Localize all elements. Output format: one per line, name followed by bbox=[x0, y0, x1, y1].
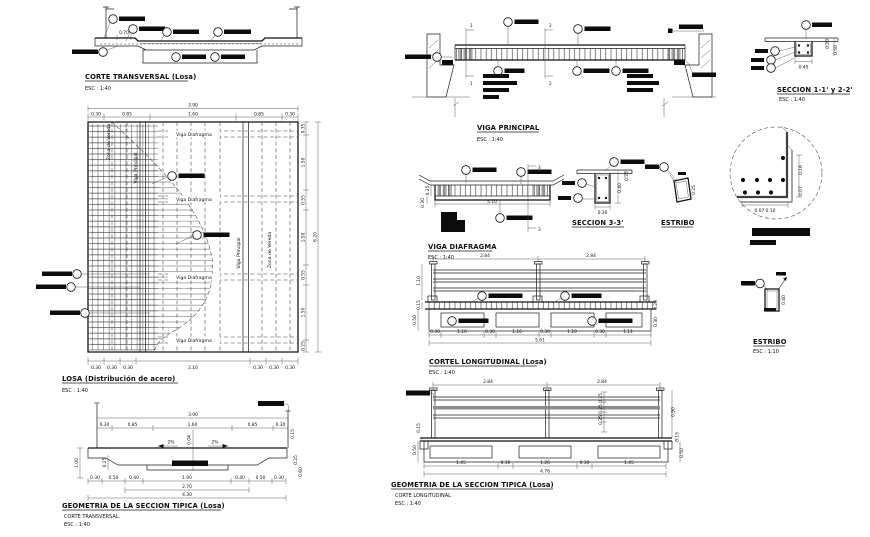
view-viga-diafragma bbox=[419, 164, 564, 261]
annotation-bar bbox=[505, 69, 525, 74]
view-scale: ESC : 1:40 bbox=[779, 97, 805, 103]
diafragma-label: Viga Diafragma bbox=[176, 339, 212, 344]
leader-line bbox=[107, 46, 118, 50]
viga-principal-label: Viga Principal bbox=[237, 237, 242, 269]
ground-line bbox=[412, 97, 716, 117]
dim-label: 1.50 bbox=[301, 232, 307, 243]
callout-bubble bbox=[448, 317, 457, 326]
deck-lines bbox=[420, 438, 672, 441]
dim-label: 2.84 bbox=[586, 254, 596, 259]
post-base bbox=[640, 296, 649, 302]
dim-label: 1.45 bbox=[624, 461, 634, 466]
zona-vereda-label: Zona de Vereda bbox=[268, 231, 273, 269]
dim-label: 0.50 bbox=[834, 45, 839, 55]
dim-label: 1.00 bbox=[75, 458, 80, 468]
annotation-bar bbox=[507, 216, 533, 221]
callout-bubble bbox=[561, 292, 570, 301]
dim-label: 2.84 bbox=[597, 380, 607, 385]
slope-label: 2% bbox=[167, 440, 175, 446]
note-bar bbox=[483, 95, 499, 99]
post-cap bbox=[535, 262, 543, 265]
view-corte-transversal bbox=[72, 7, 302, 92]
stirrup-dense-right bbox=[667, 49, 684, 61]
annotation-bar bbox=[182, 55, 206, 60]
dim-label: 0.30 bbox=[597, 211, 608, 216]
dim-label: 0.35 bbox=[301, 123, 307, 134]
dim-label: 0.30 bbox=[595, 330, 605, 335]
callout-bubble bbox=[193, 231, 202, 240]
view-scale: ESC : 1:10 bbox=[753, 349, 779, 355]
view-scale: ESC : 1:40 bbox=[428, 255, 454, 261]
dim-label: 0.25 bbox=[294, 455, 299, 465]
post-base bbox=[533, 296, 542, 302]
dim-label: 0.85 bbox=[122, 112, 132, 118]
rebar-dot bbox=[807, 44, 809, 46]
diafragma-label: Viga Diafragma bbox=[176, 198, 212, 203]
callout-bubble bbox=[756, 279, 765, 288]
note-bar bbox=[627, 74, 653, 78]
annotation-bar bbox=[812, 23, 832, 28]
view-subtitle: CORTE LONGITUDINAL bbox=[395, 493, 451, 499]
dim-label: 0.40 bbox=[618, 183, 623, 193]
void bbox=[598, 446, 660, 458]
annotation-bar bbox=[679, 25, 703, 30]
web-outline bbox=[595, 174, 610, 204]
view-title: SECCION 3-3' bbox=[572, 219, 624, 227]
section-marker-label: 1 bbox=[470, 23, 473, 28]
section-marker-label: 3 bbox=[538, 165, 541, 170]
bearing-pad bbox=[674, 60, 685, 65]
annotation-bar bbox=[741, 281, 755, 286]
dim-label: 0.30 bbox=[430, 330, 440, 335]
view-scale: ESC : 1:40 bbox=[429, 370, 455, 376]
view-title: ESTRIBO bbox=[661, 219, 695, 227]
annotation-bar bbox=[515, 20, 539, 25]
corner-bar-outer bbox=[737, 132, 787, 197]
lower-band bbox=[424, 441, 668, 462]
view-title: VIGA DIAFRAGMA bbox=[428, 243, 497, 251]
view-title: GEOMETRIA DE LA SECCION TIPICA (Losa) bbox=[62, 502, 225, 510]
annotation-bar bbox=[584, 69, 610, 74]
section-marker-label: 3 bbox=[538, 227, 541, 232]
dim-label: 0.70 bbox=[119, 31, 129, 36]
post-cap bbox=[430, 262, 438, 265]
deck-profile bbox=[88, 448, 287, 470]
dim-label: 0.40 bbox=[798, 65, 809, 71]
rebar-dot bbox=[756, 190, 760, 194]
void bbox=[496, 313, 539, 327]
rail-band bbox=[433, 406, 660, 410]
post-base bbox=[428, 296, 437, 302]
tiny-mark bbox=[776, 272, 786, 276]
view-title: LOSA (Distribución de acero) bbox=[62, 375, 176, 383]
dim-label: 1.10 bbox=[512, 330, 522, 335]
dim-label: 0.40 bbox=[782, 295, 787, 305]
stirrup-zone bbox=[437, 185, 548, 196]
annotation-bar bbox=[473, 168, 497, 173]
dim-label: 0.30 bbox=[91, 112, 101, 118]
dim-label: 2.10 bbox=[188, 366, 198, 371]
stirrup-dense-right bbox=[533, 185, 548, 196]
annotation-bar bbox=[72, 50, 98, 55]
rebar-dot bbox=[598, 197, 600, 199]
callout-bubble bbox=[163, 28, 172, 37]
dim-label: 0.55 bbox=[301, 195, 307, 205]
annotation-bar bbox=[599, 319, 633, 324]
mesh-zone bbox=[90, 124, 158, 350]
deck-soffit bbox=[95, 38, 302, 63]
annotation-bar bbox=[119, 17, 145, 22]
dim-chain-bottom bbox=[88, 358, 298, 365]
note-bar bbox=[627, 88, 653, 92]
dim-label: 0.50 bbox=[255, 476, 266, 481]
dim-label: 0.50 bbox=[680, 448, 685, 458]
dim-line-bottom bbox=[595, 205, 610, 210]
callout-bubble bbox=[109, 15, 118, 24]
slab-ticks bbox=[427, 303, 655, 309]
solid-black-shape bbox=[441, 212, 465, 232]
view-title: CORTEL LONGITUDINAL (Losa) bbox=[429, 358, 547, 366]
dim-label: 1.10 bbox=[417, 276, 422, 286]
dim-label: 0.15 bbox=[675, 432, 681, 442]
callout-bubble bbox=[67, 283, 76, 292]
callout-bubble bbox=[578, 179, 587, 188]
dim-label: 0.50 bbox=[413, 445, 418, 455]
view-title: ESTRIBO bbox=[753, 338, 787, 346]
abutment-left bbox=[427, 34, 454, 97]
dim-label: 0.25 bbox=[426, 185, 431, 196]
dim-label: 0.20 bbox=[654, 300, 659, 310]
view-scale: ESC : 1:40 bbox=[395, 501, 421, 507]
callout-bubble bbox=[478, 292, 487, 301]
dim-label: 0.50 bbox=[413, 315, 418, 325]
annotation-bar bbox=[752, 228, 810, 236]
diafragma-label: Viga Diafragma bbox=[176, 133, 212, 138]
annotation-bar bbox=[558, 196, 571, 200]
tiny-mark bbox=[678, 172, 686, 175]
view-scale: ESC : 1:40 bbox=[62, 388, 88, 394]
annotation-bar bbox=[645, 165, 659, 170]
leader-line bbox=[668, 170, 677, 180]
view-scale: ESC : 1:40 bbox=[64, 522, 90, 528]
rebar-dot bbox=[605, 197, 607, 199]
annotation-bar bbox=[751, 66, 764, 70]
dim-label: 1.50 bbox=[301, 157, 307, 168]
view-title: GEOMETRIA DE LA SECCION TIPICA (Losa) bbox=[391, 481, 554, 489]
callout-bubble bbox=[610, 158, 619, 167]
dim-label: 0.07 bbox=[799, 186, 804, 196]
dim-label: 0.40 bbox=[235, 476, 245, 481]
annotation-bar bbox=[50, 311, 80, 316]
section-marker-label: 2 bbox=[549, 23, 552, 28]
annotation-bar bbox=[179, 174, 205, 179]
callout-bubble bbox=[802, 21, 811, 30]
rebar-dot bbox=[743, 190, 747, 194]
view-losa-plan bbox=[36, 103, 321, 395]
leader-line bbox=[685, 60, 693, 74]
dim-label: 0.30 bbox=[654, 317, 659, 327]
dim-label: 0.20 bbox=[826, 39, 831, 49]
dim-label: 0.15 bbox=[417, 300, 422, 310]
dim-label: 0.25 bbox=[301, 341, 307, 351]
view-scale: ESC : 1:40 bbox=[85, 86, 111, 92]
annotation-bar bbox=[528, 170, 552, 175]
callout-bubble bbox=[433, 53, 442, 62]
dim-label: 1.11 bbox=[623, 330, 633, 335]
dim-line-bottom bbox=[795, 59, 812, 64]
callout-bubble bbox=[211, 53, 220, 62]
web-outline bbox=[795, 42, 812, 57]
dim-label: 0.30 bbox=[90, 476, 100, 481]
annotation-bar bbox=[173, 30, 199, 35]
annotation-bar bbox=[755, 49, 768, 53]
view-estribo-der bbox=[741, 272, 787, 355]
rebar-dot bbox=[755, 178, 759, 182]
viga-principal-label: Viga Principal bbox=[134, 152, 139, 184]
annotation-bar bbox=[258, 401, 284, 406]
dim-label: 1.60 bbox=[187, 423, 198, 428]
callout-bubble bbox=[462, 166, 471, 175]
annotation-bar bbox=[139, 27, 165, 32]
slab-lines bbox=[577, 170, 632, 174]
section-marker-3 bbox=[528, 164, 536, 232]
diafragma-label: Viga Diafragma bbox=[176, 276, 212, 281]
rebar-dot bbox=[769, 190, 773, 194]
void bbox=[519, 446, 571, 458]
note-bar bbox=[483, 88, 509, 92]
callout-bubble bbox=[214, 28, 223, 37]
post-cap bbox=[642, 262, 650, 265]
callout-bubble bbox=[81, 309, 90, 318]
dim-label: 0.30 bbox=[253, 366, 263, 371]
elevation-square bbox=[668, 29, 673, 34]
view-subtitle: CORTE TRANSVERSAL. bbox=[64, 514, 121, 520]
dim-label: 0.15 bbox=[417, 423, 422, 433]
section-marker-label: 1 bbox=[470, 81, 473, 86]
annotation-bar bbox=[572, 294, 602, 299]
stirrup-inner bbox=[767, 291, 777, 309]
annotation-bar bbox=[623, 69, 649, 74]
hatch bbox=[701, 40, 710, 68]
dim-label: 0.50 bbox=[108, 476, 119, 481]
rails bbox=[433, 270, 646, 291]
annotation-bar bbox=[221, 55, 245, 60]
callout-bubble bbox=[73, 270, 82, 279]
annotation-bar bbox=[459, 319, 489, 324]
dim-bracket-left bbox=[418, 264, 422, 331]
callout-bubble bbox=[517, 168, 526, 177]
dim-label: 0.25 bbox=[625, 171, 630, 181]
dim-label: 0.15 bbox=[291, 429, 296, 439]
callout-bubble bbox=[168, 172, 177, 181]
note-bar bbox=[627, 81, 659, 85]
dim-label: 4.30 bbox=[182, 493, 192, 498]
section-marker-label: 2 bbox=[549, 81, 552, 86]
rebar-dot bbox=[781, 178, 785, 182]
callout-bubble bbox=[767, 56, 776, 65]
dim-label: 0.30 bbox=[274, 476, 284, 481]
view-scale: ESC : 1:40 bbox=[477, 137, 503, 143]
dim-label: 1.90 bbox=[182, 476, 192, 481]
annotation-bar bbox=[42, 272, 72, 277]
rebar-dot bbox=[605, 177, 607, 179]
annotation-bar bbox=[750, 240, 776, 245]
dim-label: 0.40 bbox=[129, 476, 139, 481]
dim-label: 0.60 bbox=[299, 467, 304, 477]
callout-bubble bbox=[129, 25, 138, 34]
dim-label: 0.30 bbox=[285, 366, 295, 371]
crown-dim: 0.04 bbox=[187, 435, 193, 445]
view-title: SECCION 1-1' y 2-2' bbox=[777, 86, 853, 94]
slab-lines bbox=[419, 175, 564, 185]
tiny-mark bbox=[764, 308, 776, 311]
dim-label: 0.30 bbox=[99, 423, 110, 428]
note-bar bbox=[483, 74, 509, 78]
annotation-bar bbox=[562, 181, 575, 185]
rebar-dot bbox=[798, 51, 800, 53]
dim-label: 1.10 bbox=[457, 330, 467, 335]
note-bar bbox=[483, 81, 517, 85]
annotation-bar bbox=[585, 27, 611, 32]
dim-label: 0.85 bbox=[247, 423, 258, 428]
dim-label: 0.85 bbox=[254, 112, 264, 118]
view-seccion-1-1-2-2 bbox=[751, 21, 853, 103]
stirrup-inner bbox=[676, 181, 689, 199]
annotation-bar bbox=[405, 55, 431, 60]
dim-label: 2.84 bbox=[480, 254, 490, 259]
dim-label: 0.25 bbox=[692, 185, 697, 195]
callout-bubble bbox=[574, 194, 583, 203]
view-title: VIGA PRINCIPAL bbox=[477, 124, 540, 132]
dim-label: 3.90 bbox=[188, 413, 198, 418]
railing-post-right bbox=[289, 7, 300, 38]
dim-label: 0.30 bbox=[540, 330, 550, 335]
dim-label: 0.30 bbox=[107, 366, 117, 371]
view-corte-longitudinal bbox=[412, 253, 659, 376]
dim-line-top bbox=[433, 382, 660, 388]
rebar-dot bbox=[798, 44, 800, 46]
callout-bubble bbox=[612, 67, 621, 76]
callout-bubble bbox=[504, 18, 513, 27]
stirrup-dense-left bbox=[437, 185, 452, 196]
rebar-dot bbox=[741, 178, 745, 182]
dim-label: 0.30 bbox=[579, 461, 590, 466]
view-viga-principal bbox=[405, 18, 716, 143]
callout-bubble bbox=[172, 53, 181, 62]
dim-label: 0.25 bbox=[103, 457, 108, 468]
dim-label: 0.30 bbox=[500, 461, 511, 466]
dim-label: 0.55 bbox=[301, 270, 307, 280]
callout-bubble bbox=[496, 214, 505, 223]
dim-line-bottom bbox=[742, 203, 788, 208]
dim-label: 0.90 bbox=[671, 407, 677, 417]
zona-vereda-label: Zona de Vereda bbox=[107, 123, 112, 161]
stirrup-dense-left bbox=[456, 49, 473, 61]
dim-label: 5.10 bbox=[487, 200, 497, 205]
dim-label: 0.30 bbox=[285, 112, 295, 118]
view-estribo-mid bbox=[645, 163, 697, 227]
dim-label: 0.25 bbox=[599, 393, 604, 403]
slope-label: 2% bbox=[211, 440, 219, 446]
dim-label: 5.61 bbox=[535, 338, 545, 344]
annotation-bar bbox=[406, 391, 430, 396]
annotation-bar bbox=[172, 461, 208, 467]
annotation-bar bbox=[36, 285, 66, 290]
view-detalle-esquina bbox=[730, 126, 822, 245]
dim-label: 6.20 bbox=[313, 232, 319, 242]
dim-label: 2.70 bbox=[182, 485, 192, 490]
dim-label: 4.76 bbox=[540, 469, 550, 475]
dim-label: 1.45 bbox=[456, 461, 466, 466]
rebar-dot bbox=[781, 156, 785, 160]
dim-label: 0.85 bbox=[127, 423, 138, 428]
rebar-dot bbox=[807, 51, 809, 53]
annotation-bar bbox=[489, 294, 523, 299]
view-title: CORTE TRANSVERSAL (Losa) bbox=[85, 73, 197, 81]
dim-label: 0.07 0.10 bbox=[754, 209, 776, 214]
callout-bubble bbox=[771, 47, 780, 56]
callout-bubble bbox=[767, 64, 776, 73]
rebar-dot bbox=[598, 177, 600, 179]
dim-label: 2.84 bbox=[483, 380, 493, 385]
rebar-dot bbox=[768, 178, 772, 182]
dim-label: 0.25 bbox=[599, 404, 604, 414]
view-geometria-transversal bbox=[62, 401, 304, 528]
leader-line bbox=[104, 23, 110, 39]
dim-label: 0.30 bbox=[421, 198, 426, 208]
dim-label: 1.10 bbox=[567, 330, 577, 335]
leader-line bbox=[776, 56, 799, 68]
callout-bubble bbox=[573, 67, 582, 76]
stirrup-zone bbox=[457, 49, 683, 61]
callout-bubble bbox=[588, 317, 597, 326]
dim-label: 1.26 bbox=[540, 461, 550, 466]
dim-label: 0.30 bbox=[485, 330, 495, 335]
dim-bracket-right bbox=[672, 390, 680, 462]
callout-bubble bbox=[660, 163, 669, 172]
dim-label: 1.50 bbox=[301, 307, 307, 318]
leader-line bbox=[780, 47, 796, 51]
dim-label: 1.60 bbox=[188, 112, 198, 118]
callout-bubble bbox=[574, 25, 583, 34]
callout-bubble bbox=[99, 48, 108, 57]
annotation-bar bbox=[692, 73, 716, 78]
dim-label: 0.30 bbox=[123, 366, 133, 371]
leader-line bbox=[430, 393, 434, 399]
dim-label: 0.16 bbox=[799, 165, 804, 175]
dim-line-top bbox=[433, 256, 645, 262]
dim-label: 0.30 bbox=[269, 366, 279, 371]
annotation-bar bbox=[204, 233, 230, 238]
bearing-pad bbox=[442, 60, 453, 65]
view-geometria-longitudinal bbox=[391, 379, 685, 507]
view-seccion-3-3 bbox=[558, 158, 645, 227]
dim-label: 0.30 bbox=[275, 423, 286, 428]
annotation-bar bbox=[751, 58, 764, 62]
annotation-bar bbox=[224, 30, 251, 35]
annotation-bar bbox=[621, 160, 645, 165]
dim-label: 0.25 bbox=[599, 415, 604, 425]
dim-label: 0.30 bbox=[91, 366, 101, 371]
dim-label: 3.90 bbox=[188, 103, 198, 109]
void bbox=[430, 446, 492, 458]
